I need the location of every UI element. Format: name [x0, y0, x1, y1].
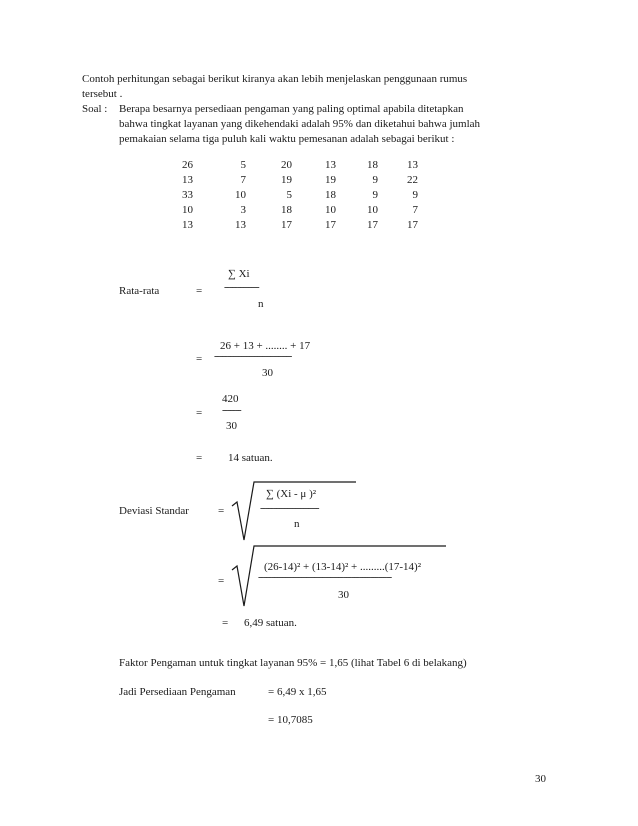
table-cell: 9: [372, 174, 378, 186]
table-cell: 22: [407, 174, 418, 186]
sd-step1-fraction-bar: --------------------------------------------------: [258, 571, 392, 583]
sd-denominator: n: [294, 518, 300, 530]
table-cell: 26: [182, 159, 193, 171]
sd-step1-denominator: 30: [338, 589, 349, 601]
table-cell: 5: [286, 189, 292, 201]
table-cell: 13: [325, 159, 336, 171]
intro-line-1: Contoh perhitungan sebagai berikut kiranya akan lebih menjelaskan penggunaan rumus: [82, 73, 468, 85]
soal-line-3: pemakaian selama tiga puluh kali waktu pemesanan adalah sebagai berikut :: [119, 133, 455, 145]
safety-stock-label: Jadi Persediaan Pengaman: [119, 686, 236, 698]
table-cell: 5: [240, 159, 246, 171]
table-cell: 18: [367, 159, 378, 171]
sd-result-equals: =: [222, 617, 229, 629]
mean-equals: =: [196, 285, 203, 297]
table-cell: 20: [281, 159, 292, 171]
sd-numerator: ∑ (Xi - μ )²: [266, 488, 317, 500]
mean-denominator: n: [258, 298, 264, 310]
table-cell: 9: [372, 189, 378, 201]
mean-step2-denominator: 30: [226, 420, 237, 432]
sd-step1-numerator: (26-14)² + (13-14)² + .........(17-14)²: [264, 561, 422, 573]
table-cell: 19: [325, 174, 336, 186]
table-cell: 13: [407, 159, 418, 171]
mean-label: Rata-rata: [119, 285, 160, 297]
safety-stock-calc: = 6,49 x 1,65: [268, 686, 327, 698]
table-cell: 13: [182, 174, 193, 186]
mean-step2-numerator: 420: [222, 393, 239, 405]
table-row: [182, 188, 418, 203]
table-cell: 33: [182, 189, 193, 201]
sd-result: 6,49 satuan.: [244, 617, 297, 629]
soal-line-2: bahwa tingkat layanan yang dikehendaki adalah 95% dan diketahui bahwa jumlah: [119, 118, 481, 130]
mean-fraction-bar: -------------: [224, 281, 259, 293]
table-cell: 17: [407, 219, 418, 231]
sd-equals: =: [218, 505, 225, 517]
table-cell: 13: [182, 219, 193, 231]
table-cell: 7: [240, 174, 246, 186]
mean-step1-fraction-bar: -----------------------------: [214, 350, 292, 362]
mean-step2-equals: =: [196, 407, 203, 419]
table-cell: 18: [281, 204, 292, 216]
table-row: [182, 218, 418, 233]
table-cell: 10: [325, 204, 336, 216]
table-row: [182, 158, 418, 173]
sd-step1-equals: =: [218, 575, 225, 587]
table-cell: 13: [235, 219, 246, 231]
table-row: [182, 203, 418, 218]
table-cell: 18: [325, 189, 336, 201]
table-row: [182, 173, 418, 188]
mean-step1-numerator: 26 + 13 + ........ + 17: [220, 340, 311, 352]
table-cell: 17: [325, 219, 336, 231]
sd-label: Deviasi Standar: [119, 505, 189, 517]
table-cell: 19: [281, 174, 292, 186]
intro-line-2: tersebut .: [82, 88, 123, 100]
table-cell: 10: [367, 204, 378, 216]
mean-numerator: ∑ Xi: [228, 268, 250, 280]
table-cell: 9: [412, 189, 418, 201]
soal-line-1: Berapa besarnya persediaan pengaman yang paling optimal apabila ditetapkan: [119, 103, 464, 115]
usage-data-table: [182, 158, 418, 233]
table-cell: 17: [367, 219, 378, 231]
sd-fraction-bar: ----------------------: [260, 502, 319, 514]
mean-result: 14 satuan.: [228, 452, 273, 464]
safety-stock-result: = 10,7085: [268, 714, 313, 726]
safety-factor-text: Faktor Pengaman untuk tingkat layanan 95% = 1,65 (lihat Tabel 6 di belakang): [119, 657, 467, 669]
mean-step1-denominator: 30: [262, 367, 273, 379]
table-cell: 17: [281, 219, 292, 231]
soal-label: Soal :: [82, 103, 108, 115]
page-number: 30: [535, 773, 546, 785]
table-cell: 10: [182, 204, 193, 216]
mean-result-equals: =: [196, 452, 203, 464]
table-cell: 10: [235, 189, 246, 201]
table-cell: 7: [412, 204, 418, 216]
mean-step2-fraction-bar: -------: [222, 404, 241, 416]
mean-step1-equals: =: [196, 353, 203, 365]
table-cell: 3: [240, 204, 246, 216]
